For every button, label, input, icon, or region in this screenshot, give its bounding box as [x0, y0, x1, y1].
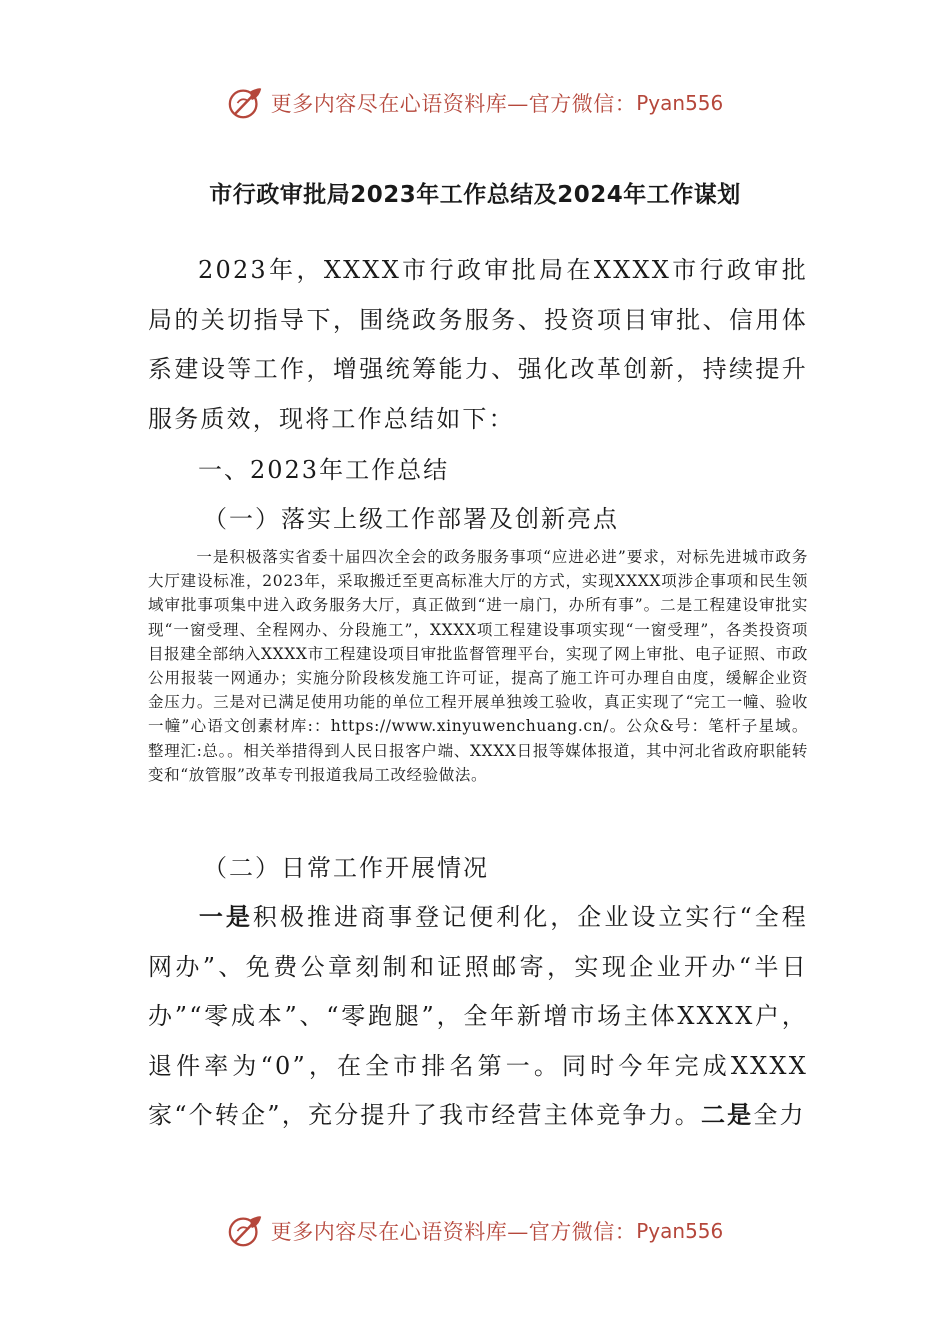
subsection-1-body: [148, 545, 808, 787]
banner-text: 更多内容尽在心语资料库—官方微信：: [270, 1220, 637, 1244]
daily-work-paragraph: [148, 893, 808, 1141]
quill-logo-icon: [227, 1212, 265, 1250]
intro-text: 2023年，XXXX市行政审批局在XXXX市行政审批局的关切指导下，围绕政务服务、投资项目审批、信用体系建设等工作，增强统筹能力、强化改革创新，持续提升服务质效，现将工作总结如下：: [148, 256, 808, 433]
header-watermark-banner: [0, 78, 950, 128]
daily-work-text-1: 积极推进商事登记便利化，企业设立实行“全程网办”、免费公章刻制和证照邮寄，实现企业开办“半日办”“零成本”、“零跑腿”，全年新增市场主体XXXX户，退件率为“0”，在全市排名第一。同时今年完成XXXX家“个转企”，充分提升了我市经营主体竞争力。: [148, 903, 809, 1129]
intro-paragraph: [148, 246, 808, 444]
banner-wechat-id: Pyan556: [636, 1219, 724, 1243]
bold-lead-1: 一是: [198, 903, 253, 931]
subsection-heading-1: （一）落实上级工作部署及创新亮点: [203, 505, 619, 533]
daily-work-text-2: 全力: [753, 1101, 806, 1129]
banner-wechat-id: Pyan556: [636, 91, 724, 115]
document-title: 市行政审批局2023年工作总结及2024年工作谋划: [209, 182, 741, 208]
subsection-1-text: 一是积极落实省委十届四次全会的政务服务事项“应进必进”要求，对标先进城市政务大厅建设标准，2023年，采取搬迁至更高标准大厅的方式，实现XXXX项涉企事项和民生领域审批事项集中进入政务服务大厅，真正做到“进一扇门，办所有事”。二是工程建设审批实现“一窗受理、全程网办、分段施工”，XXXX项工程建设事项实现“一窗受理”，各类投资项目报建全部纳入XXXX市工程建设项目审批监督管理平台，实现了网上审批、电子证照、市政公用报装一网通办；实施分阶段核发施工许可证，提高了施工许可办理自由度，缓解企业资金压力。三是对已满足使用功能的单位工程开展单独竣工验收，真正实现了“完工一幢、验收一幢”心语文创素材库:：https://www.xinyuwenchuang.cn/。公众&号：笔杆子星域。整理汇:总。。相关举措得到人民日报客户端、XXXX日报等媒体报道，其中河北省政府职能转变和“放管服”改革专刊报道我局工改经验做法。: [148, 548, 808, 784]
bold-lead-2: 二是: [700, 1101, 754, 1129]
quill-logo-icon: [227, 84, 265, 122]
section-heading-1: 一、2023年工作总结: [198, 456, 450, 484]
subsection-heading-2: （二）日常工作开展情况: [203, 854, 489, 882]
banner-text: 更多内容尽在心语资料库—官方微信：: [270, 92, 637, 116]
footer-watermark-banner: [0, 1206, 950, 1256]
